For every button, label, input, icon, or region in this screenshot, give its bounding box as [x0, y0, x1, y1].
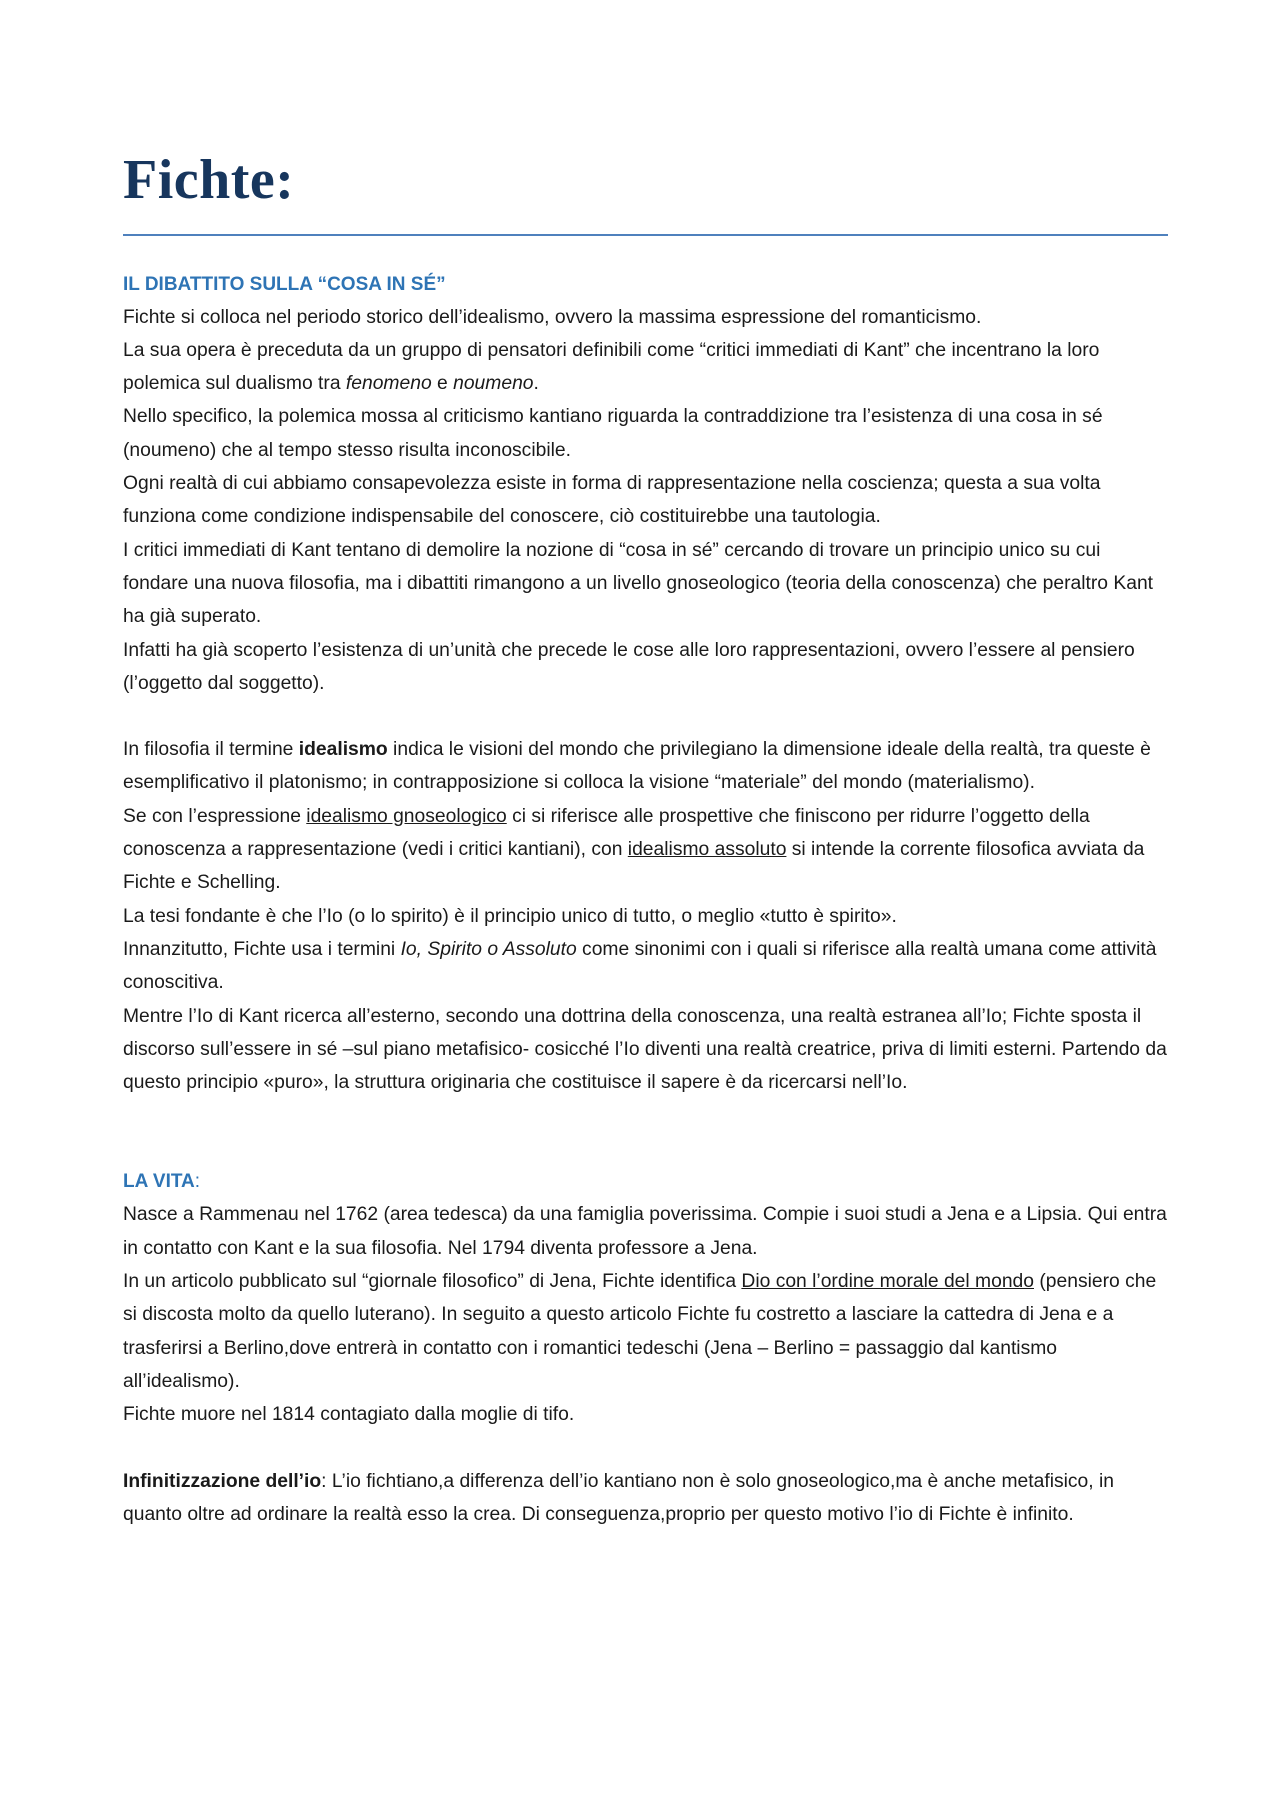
spacer [123, 1099, 1168, 1165]
paragraph: Nasce a Rammenau nel 1762 (area tedesca) da una famiglia poverissima. Compie i suoi studi a Jena e a Lipsia. Qui entra in contatto con Kant e la sua filosofia. Nel 1794 diventa professore a Jena. [123, 1204, 1167, 1259]
paragraph: Ogni realtà di cui abbiamo consapevolezza esiste in forma di rappresentazione nella coscienza; questa a sua volta funziona come condizione indispensabile del conoscere, ciò costituirebbe una tautologia. [123, 473, 1101, 528]
section-infinitizzazione [123, 1465, 1168, 1532]
spacer [123, 1432, 1168, 1465]
paragraph: I critici immediati di Kant tentano di demolire la nozione di “cosa in sé” cercando di trovare un principio unico su cui fondare una nuova filosofia, ma i dibattiti rimangono a un livello gnoseologico (teoria della conoscenza) che peraltro Kant ha già superato. [123, 539, 1154, 628]
paragraph: La sua opera è preceduta da un gruppo di pensatori definibili come “critici immediati di Kant” che incentrano la loro polemica sul dualismo tra fenomeno e noumeno. [123, 339, 1100, 395]
page-title: Fichte: [123, 149, 295, 211]
section-heading-cosa-in-se: IL DIBATTITO SULLA “COSA IN SÉ” [123, 273, 446, 295]
paragraph: Fichte si colloca nel periodo storico dell’idealismo, ovvero la massima espressione del romanticismo. [123, 306, 982, 328]
paragraph: Se con l’espressione idealismo gnoseologico ci si riferisce alle prospettive che finiscono per ridurre l’oggetto della conoscenza a rappresentazione (vedi i critici kantiani), con idealismo assoluto si intende la corrente filosofica avviata da Fichte e Schelling. [123, 805, 1145, 894]
document-page [123, 150, 1168, 1531]
section-heading-la-vita: LA VITA: [123, 1171, 201, 1193]
paragraph: In un articolo pubblicato sul “giornale filosofico” di Jena, Fichte identifica Dio con l’ordine morale del mondo (pensiero che si discosta molto da quello luterano). In seguito a questo articolo Fichte fu costretto a lasciare la cattedra di Jena e a trasferirsi a Berlino,dove entrerà in contatto con i romantici tedeschi (Jena – Berlino = passaggio dal kantismo all’idealismo). [123, 1271, 1157, 1392]
title-divider [123, 234, 1168, 236]
paragraph: La tesi fondante è che l’Io (o lo spirito) è il principio unico di tutto, o meglio «tutto è spirito». [123, 905, 897, 927]
section-la-vita [123, 1165, 1168, 1431]
paragraph: Mentre l’Io di Kant ricerca all’esterno, secondo una dottrina della conoscenza, una realtà estranea all’Io; Fichte sposta il discorso sull’essere in sé –sul piano metafisico- cosicché l’Io diventi una realtà creatrice, priva di limiti esterni. Partendo da questo principio «puro», la struttura originaria che costituisce il sapere è da ricercarsi nell’Io. [123, 1005, 1167, 1094]
paragraph: Nello specifico, la polemica mossa al criticismo kantiano riguarda la contraddizione tra l’esistenza di una cosa in sé (noumeno) che al tempo stesso risulta inconoscibile. [123, 406, 1103, 461]
spacer [123, 700, 1168, 733]
paragraph: Fichte muore nel 1814 contagiato dalla moglie di tifo. [123, 1404, 575, 1426]
paragraph: Infinitizzazione dell’io: L’io fichtiano,a differenza dell’io kantiano non è solo gnoseologico,ma è anche metafisico, in quanto oltre ad ordinare la realtà esso la crea. Di conseguenza,proprio per questo motivo l’io di Fichte è infinito. [123, 1470, 1114, 1525]
section-idealismo [123, 733, 1168, 1099]
section-cosa-in-se [123, 268, 1168, 701]
paragraph: In filosofia il termine idealismo indica le visioni del mondo che privilegiano la dimensione ideale della realtà, tra queste è esemplificativo il platonismo; in contrapposizione si colloca la visione “materiale” del mondo (materialismo). [123, 739, 1151, 794]
paragraph: Innanzitutto, Fichte usa i termini Io, Spirito o Assoluto come sinonimi con i quali si riferisce alla realtà umana come attività conoscitiva. [123, 938, 1157, 994]
paragraph: Infatti ha già scoperto l’esistenza di un’unità che precede le cose alle loro rappresentazioni, ovvero l’essere al pensiero (l’oggetto dal soggetto). [123, 639, 1135, 694]
